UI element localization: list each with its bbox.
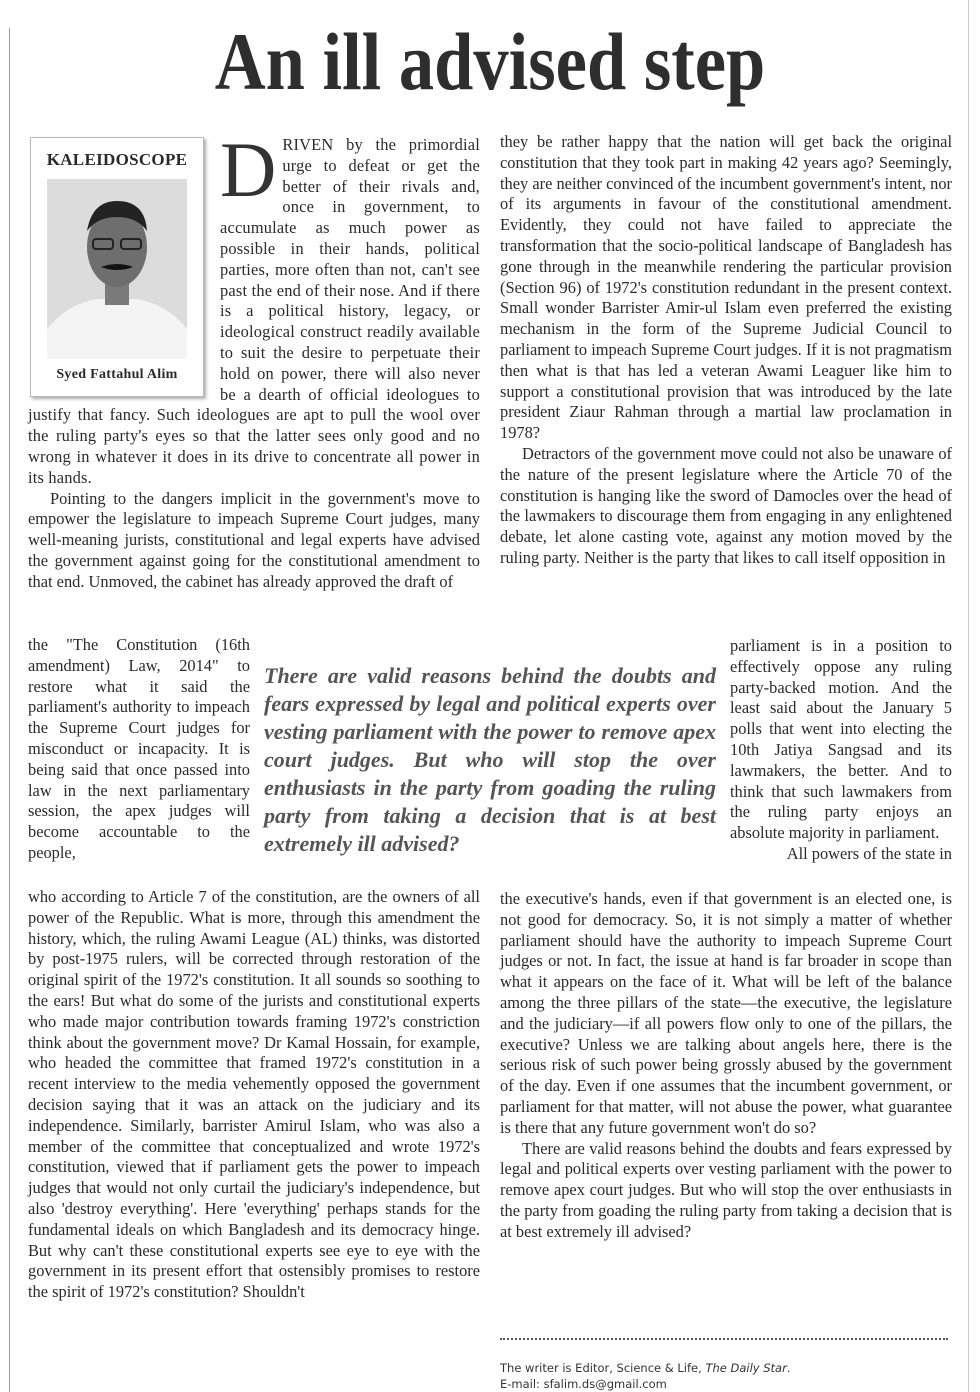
author-name: Syed Fattahul Alim	[56, 366, 178, 382]
paragraph: they be rather happy that the nation will get back the original constitution that they took part in making 42 years ago? Seemingly, they are neither convinced of the incumbent government's intent, nor of its arguments in favour of the constitutional amendment. Evidently, they could not have failed to appreciate the transformation that the socio-political landscape of Bangladesh has gone through in the meanwhile rendering the particular provision (Section 96) of 1972's constitution redundant in the present context. Small wonder Barrister Amir-ul Islam even preferred the existing mechanism in the form of the Supreme Judicial Council to parliament to impeach Supreme Court judges. If it is not pragmatism then what is that has led a veteran Awami Leaguer like him to support a constitutional provision that was introduced by the late president Ziaur Rahman through a martial law proclamation in 1978?	[500, 132, 952, 443]
paragraph: Detractors of the government move could not also be unaware of the nature of the present legislature where the Article 70 of the constitution is hanging like the sword of Damocles over the head of the lawmakers to discourage them from engaging in any enlightened debate, let alone casting vote, against any motion moved by the ruling party. Neither is the party that likes to call itself opposition in	[500, 443, 952, 567]
pull-quote: There are valid reasons behind the doubts and fears expressed by legal and political experts over vesting parliament with the power to remove apex court judges. But who will stop the over enthusiasts in the party from goading the ruling party from taking a decision that is at best extremely ill advised?	[264, 663, 716, 856]
credit-line	[500, 1360, 790, 1376]
paragraph-text: RIVEN by the primordial urge to defeat or get the better of their rivals and, once in government, to accumulate as much power as possible in their hands, political parties, more often than not, can't see past the end of their nose. And if there is a political history, legacy, or ideological construct readily available to suit the desire to perpetuate their hold on power, there will also never be a dearth of official ideologues to justify that fancy. Such ideologues are apt to pull the wool over the ruling party's eyes so that the latter sees only good and no wrong in whatever it does in its drive to concentrate all power in its hands.	[28, 135, 480, 487]
paragraph: parliament is in a position to effectively oppose any ruling party-backed motion. And the least said about the January 5 polls that went into electing the 10th Jatiya Sangsad and its lawmakers, the better. And to think that such lawmakers from the ruling party enjoys an absolute majority in parliament.	[730, 636, 952, 843]
author-photo	[47, 179, 187, 359]
paragraph: There are valid reasons behind the doubts and fears expressed by legal and political experts over vesting parliament with the power to remove apex court judges. But who will stop the over enthusiasts in the party from goading the ruling party from taking a decision that is at best extremely ill advised?	[500, 1138, 952, 1241]
paragraph: the "The Constitution (16th amendment) Law, 2014" to restore what it said the parliament's authority to impeach the Supreme Court judges for misconduct or incapacity. It is being said that once passed into law in the next parliamentary session, the apex judges will become accountable to the people,	[28, 635, 250, 862]
drop-cap: D	[220, 126, 277, 213]
left-column-bottom	[28, 887, 480, 1303]
publication-name: The Daily Star	[705, 1361, 787, 1375]
column-label: KALEIDOSCOPE	[46, 150, 188, 169]
column-rule	[9, 28, 10, 1392]
credit-period: .	[786, 1361, 791, 1375]
author-credit	[500, 1360, 790, 1392]
author-box	[30, 137, 204, 397]
page-edge	[968, 0, 969, 1392]
right-column-bottom	[500, 889, 952, 1243]
paragraph: All powers of the state in	[786, 843, 952, 863]
author-email: E-mail: sfalim.ds@gmail.com	[500, 1377, 667, 1391]
paragraph: who according to Article 7 of the constitution, are the owners of all power of the Republic. What is more, through this amendment the history, which, the ruling Awami League (AL) thinks, was distorted by post-1975 rulers, will be corrected through restoration of the original spirit of the 1972's constitution. It all sounds so soothing to the ears! But what do some of the jurists and constitutional experts who made major contribution towards framing 1972's constriction think about the government move? Dr Kamal Hossain, for example, who headed the committee that framed 1972's constitution in a recent interview to the media vehemently opposed the government decision saying that it was an attack on the judiciary and its independence. Similarly, barrister Amirul Islam, who was also a member of the committee that conceptualized and wrote 1972's constitution, viewed that if parliament gets the power to impeach judges that would not only curtail the judiciary's independence, but also 'destroy everything'. Here 'everything' perhaps stands for the fundamental ideals on which Bangladesh and its democracy hinge. But why can't these constitutional experts see eye to eye with the government in its present effort that ostensibly promises to restore the spirit of 1972's constitution? Shouldn't	[28, 887, 480, 1302]
article-headline: An ill advised step	[214, 16, 766, 107]
credit-text: The writer is Editor, Science & Life,	[500, 1361, 706, 1375]
right-column-middle	[730, 636, 952, 865]
left-column-top	[28, 126, 480, 593]
paragraph: the executive's hands, even if that government is an elected one, is not good for democracy. So, it is not simply a matter of whether parliament should have the authority to impeach Supreme Court judges or not. In fact, the issue at hand is far broader in scope than what it appears on the face of it. What will be left of the balance among the three pillars of the state—the executive, the legislature and the judiciary—if all powers flow only to one of the pillars, the executive? Unless we are talking about angels here, there is the serious risk of such power being grossly abused by the government of the day. Even if one assumes that the incumbent government, or parliament for that matter, will not abuse the power, what guarantee is there that any future government won't do so?	[500, 889, 952, 1137]
paragraph: Pointing to the dangers implicit in the government's move to empower the legislature to impeach Supreme Court judges, many well-meaning jurists, constitutional and legal experts have advised the government against going for the constitutional amendment to that end. Unmoved, the cabinet has already approved the draft of	[28, 488, 480, 591]
divider	[500, 1338, 948, 1340]
left-column-middle	[28, 635, 250, 864]
right-column-top	[500, 132, 952, 569]
